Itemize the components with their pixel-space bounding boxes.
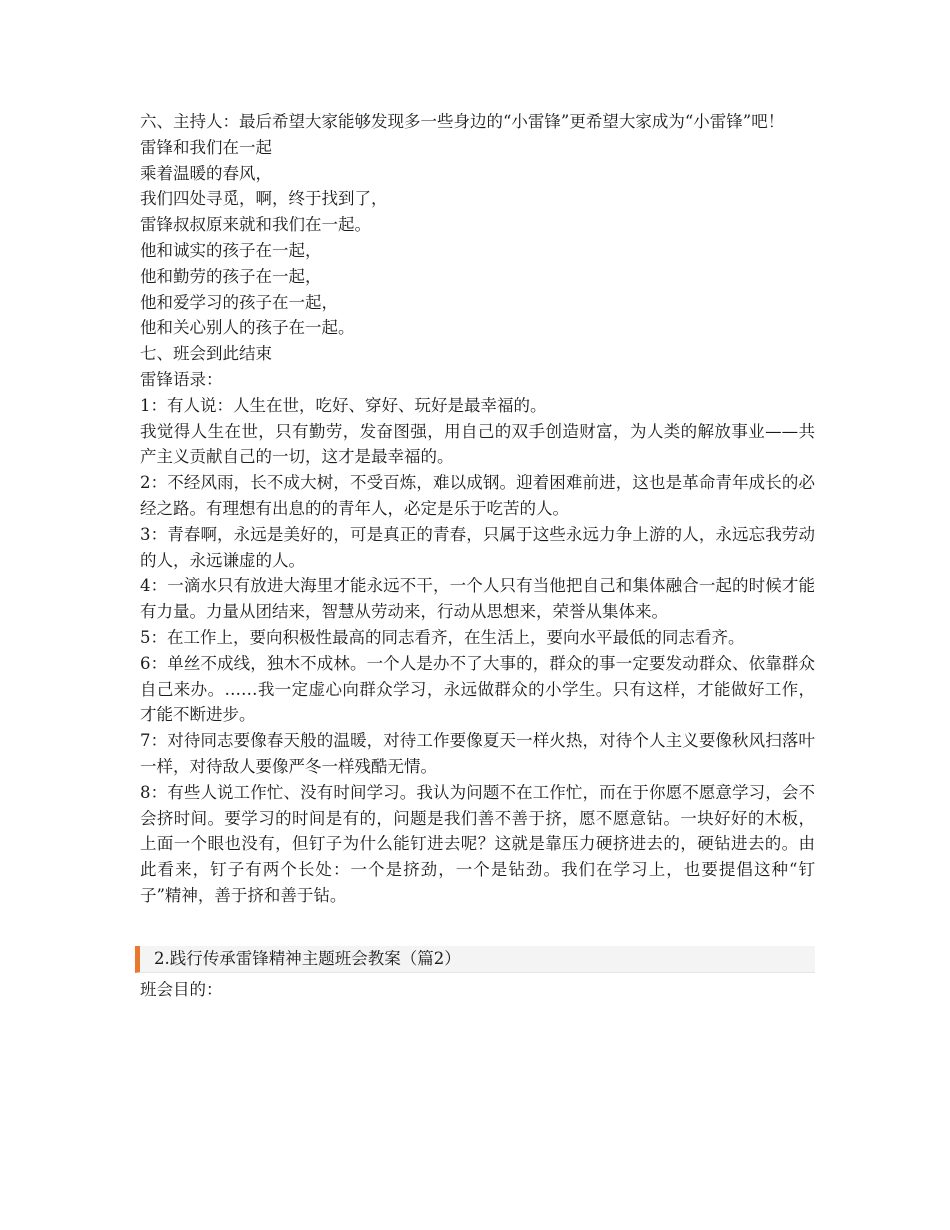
- meeting-end-line: 七、班会到此结束: [140, 344, 272, 364]
- poem-title: 雷锋和我们在一起: [140, 137, 272, 157]
- poem-line: 乘着温暖的春风，: [140, 163, 272, 183]
- quote-paragraph: 我觉得人生在世，只有勤劳，发奋图强，用自己的双手创造财富，为人类的解放事业——共产主义贡献自己的一切，这才是最幸福的。: [140, 421, 815, 467]
- document-content: [140, 109, 815, 1003]
- poem-line: 他和诚实的孩子在一起，: [140, 240, 322, 260]
- poem-line: 我们四处寻觅，啊，终于找到了，: [140, 189, 388, 209]
- host-closing-paragraph: 六、主持人：最后希望大家能够发现多一些身边的“小雷锋”更希望大家成为“小雷锋”吧！: [140, 112, 785, 131]
- quote-paragraph: 2：不经风雨，长不成大树，不受百炼，难以成钢。迎着困难前进，这也是革命青年成长的必经之路。有理想有出息的的青年人，必定是乐于吃苦的人。: [140, 473, 815, 518]
- quote-paragraph: 1：有人说：人生在世，吃好、穿好、玩好是最幸福的。: [140, 395, 547, 415]
- meeting-purpose-label: 班会目的：: [140, 979, 223, 999]
- quotes-heading: 雷锋语录：: [140, 369, 223, 389]
- quote-paragraph: 3：青春啊，永远是美好的，可是真正的青春，只属于这些永远力争上游的人，永远忘我劳动的人，永远谦虚的人。: [140, 524, 815, 570]
- quote-paragraph: 4：一滴水只有放进大海里才能永远不干，一个人只有当他把自己和集体融合一起的时候才能有力量。力量从团结来，智慧从劳动来，行动从思想来，荣誉从集体来。: [140, 576, 815, 622]
- section-heading-bar: [135, 946, 815, 973]
- poem-line: 他和勤劳的孩子在一起，: [140, 266, 322, 286]
- poem-line: 他和爱学习的孩子在一起，: [140, 292, 338, 312]
- quote-paragraph: 5：在工作上，要向积极性最高的同志看齐，在生活上，要向水平最低的同志看齐。: [140, 627, 745, 647]
- quote-paragraph: 8：有些人说工作忙、没有时间学习。我认为问题不在工作忙，而在于你愿不愿意学习，会不会挤时间。要学习的时间是有的，问题是我们善不善于挤，愿不愿意钻。一块好好的木板，上面一个眼也没有，但钉子为什么能钉进去呢？这就是靠压力硬挤进去的，硬钻进去的。由此看来，钉子有两个长处：一个是挤劲，一个是钻劲。我们在学习上，也要提倡这种“钉子”精神，善于挤和善于钻。: [140, 782, 815, 905]
- quote-paragraph: 7：对待同志要像春天般的温暖，对待工作要像夏天一样火热，对待个人主义要像秋风扫落叶一样，对待敌人要像严冬一样残酷无情。: [140, 731, 815, 776]
- poem-line: 他和关心别人的孩子在一起。: [140, 318, 355, 338]
- section-spacer: [140, 909, 815, 946]
- section-heading-text: 2.践行传承雷锋精神主题班会教案（篇2）: [154, 948, 461, 968]
- quote-paragraph: 6：单丝不成线，独木不成林。一个人是办不了大事的，群众的事一定要发动群众、依靠群众自己来办。……我一定虚心向群众学习，永远做群众的小学生。只有这样，才能做好工作，才能不断进步。: [140, 653, 815, 725]
- poem-line: 雷锋叔叔原来就和我们在一起。: [140, 215, 371, 235]
